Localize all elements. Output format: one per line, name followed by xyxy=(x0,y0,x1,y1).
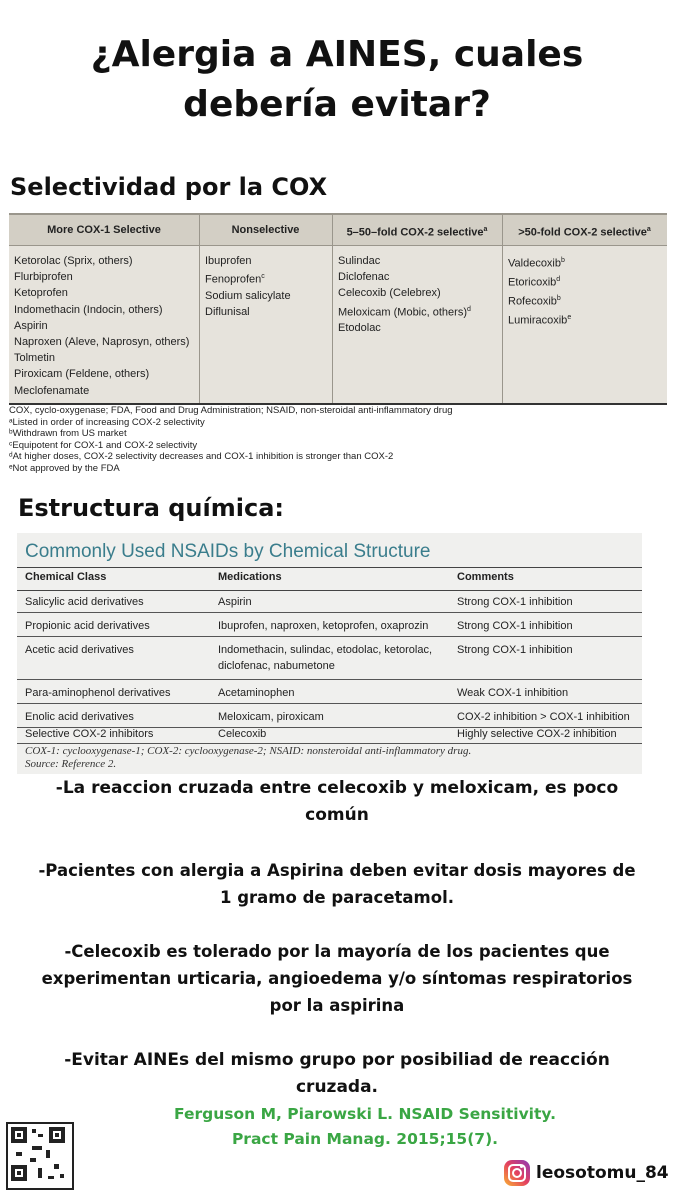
title-line-1: ¿Alergia a AINES, cuales xyxy=(90,34,584,75)
drug-item: Celecoxib (Celebrex) xyxy=(338,287,441,300)
column-divider xyxy=(199,215,200,405)
cox-selectivity-table xyxy=(9,213,667,405)
cox2-over-50-fold-list xyxy=(508,253,571,328)
table-row xyxy=(17,589,642,613)
abbreviation-note: COX-1: cyclooxygenase-1; COX-2: cyclooxygenase-2; NSAID: nonsteroidal anti-inflammatory drug. xyxy=(25,745,472,757)
point-cross-reaction: -La reaccion cruzada entre celecoxib y meloxicam, es poco común xyxy=(55,778,619,825)
cell-comments: COX-2 inhibition > COX-1 inhibition xyxy=(457,711,630,723)
cell-comments: Strong COX-1 inhibition xyxy=(457,596,573,608)
section-heading-cox: Selectividad por la COX xyxy=(10,173,328,201)
drug-item: Sodium salicylate xyxy=(205,290,291,303)
table-row xyxy=(17,704,642,728)
footnote: ᵇWithdrawn from US market xyxy=(9,428,127,439)
cell-comments: Highly selective COX-2 inhibition xyxy=(457,728,617,740)
nonselective-list xyxy=(205,253,291,320)
cox-table-footnotes xyxy=(9,405,453,474)
page-title xyxy=(0,30,674,130)
drug-item: Ketorolac (Sprix, others) xyxy=(14,255,133,267)
cell-medications: Acetaminophen xyxy=(218,687,295,699)
header-medications: Medications xyxy=(218,571,282,583)
chemical-structure-table xyxy=(17,533,642,774)
source-note: Source: Reference 2. xyxy=(25,758,117,770)
cell-comments: Strong COX-1 inhibition xyxy=(457,644,573,656)
cox-header-cell: >50-fold COX-2 selective$^a$ xyxy=(518,226,651,239)
footnote: ᵃListed in order of increasing COX-2 selectivity xyxy=(9,416,205,428)
drug-item: Indomethacin (Indocin, others) xyxy=(14,303,163,316)
instagram-handle: leosotomu_84 xyxy=(536,1163,669,1183)
table-row xyxy=(17,637,642,680)
reference-citation: Ferguson M, Piarowski L. NSAID Sensitivity. Pract Pain Manag. 2015;15(7). xyxy=(174,1105,556,1148)
table-row xyxy=(17,613,642,637)
cell-medications: Meloxicam, piroxicam xyxy=(218,711,324,723)
table-row xyxy=(17,680,642,704)
drug-item: Fenoprofen$^c$ xyxy=(205,273,265,286)
drug-item: Meclofenamate xyxy=(14,384,90,397)
qr-code-icon xyxy=(6,1122,74,1190)
drug-item: Lumiracoxib$^e$ xyxy=(508,313,572,327)
point-same-group: -Evitar AINEs del mismo grupo por posibiliad de reacción cruzada. xyxy=(64,1050,610,1097)
chem-table-header xyxy=(17,567,642,591)
footnote: ᵈAt higher doses, COX-2 selectivity decreases and COX-1 inhibition is stronger than COX-2 xyxy=(9,451,394,462)
chem-table-notes xyxy=(25,745,471,771)
cell-class: Acetic acid derivatives xyxy=(25,644,134,656)
drug-item: Sulindac xyxy=(338,255,381,267)
cox2-5-50-fold-list xyxy=(338,253,471,337)
cell-comments: Weak COX-1 inhibition xyxy=(457,687,569,699)
cell-class: Selective COX-2 inhibitors xyxy=(25,728,154,740)
drug-item: Diflunisal xyxy=(205,306,250,319)
cell-medications: Aspirin xyxy=(218,596,252,608)
drug-item: Valdecoxib$^b$ xyxy=(508,257,565,270)
footnote: ᵉNot approved by the FDA xyxy=(9,462,120,474)
point-aspirin-allergy: -Pacientes con alergia a Aspirina deben evitar dosis mayores de 1 gramo de paracetamol. xyxy=(38,861,636,907)
cell-comments: Strong COX-1 inhibition xyxy=(457,620,573,632)
drug-item: Tolmetin xyxy=(14,352,55,365)
cell-medications: Ibuprofen, naproxen, ketoprofen, oxaprozin xyxy=(218,620,429,632)
drug-item: Flurbiprofen xyxy=(14,271,73,284)
section-heading-structure: Estructura química: xyxy=(18,494,284,522)
instagram-icon xyxy=(504,1160,530,1186)
title-line-2: debería evitar? xyxy=(183,84,491,125)
cell-class: Para-aminophenol derivatives xyxy=(25,687,171,699)
drug-item: Etodolac xyxy=(338,322,381,335)
cox-header-cell: 5–50–fold COX-2 selective$^a$ xyxy=(346,226,488,239)
column-divider xyxy=(502,215,503,405)
cell-medications: Celecoxib xyxy=(218,728,267,740)
drug-item: Naproxen (Aleve, Naprosyn, others) xyxy=(14,336,190,349)
cox-header-cell: Nonselective xyxy=(231,224,300,236)
footnote: COX, cyclo-oxygenase; FDA, Food and Drug Administration; NSAID, non-steroidal anti-inflammatory drug xyxy=(9,405,453,416)
drug-item: Diclofenac xyxy=(338,271,390,284)
table-rule xyxy=(17,743,642,744)
footnote: ᶜEquipotent for COX-1 and COX-2 selectivity xyxy=(9,439,198,451)
drug-item: Meloxicam (Mobic, others)$^d$ xyxy=(338,305,471,319)
drug-item: Ketoprofen xyxy=(14,287,68,300)
cox-table-header xyxy=(9,215,667,246)
column-divider xyxy=(332,215,333,405)
cell-class: Salicylic acid derivatives xyxy=(25,596,144,608)
cell-medications: Indomethacin, sulindac, etodolac, ketorolac, diclofenac, nabumetone xyxy=(218,644,433,672)
chem-table-title: Commonly Used NSAIDs by Chemical Structure xyxy=(25,541,431,562)
table-row xyxy=(17,727,642,743)
drug-item: Ibuprofen xyxy=(205,255,252,267)
header-comments: Comments xyxy=(457,571,514,583)
cox-header-cell: More COX-1 Selective xyxy=(47,224,161,236)
drug-item: Etoricoxib$^d$ xyxy=(508,275,561,289)
cell-class: Propionic acid derivatives xyxy=(25,620,150,632)
cox1-selective-list xyxy=(14,253,189,399)
drug-item: Piroxicam (Feldene, others) xyxy=(14,368,150,381)
cell-class: Enolic acid derivatives xyxy=(25,711,134,723)
header-chemical-class: Chemical Class xyxy=(25,571,107,583)
drug-item: Aspirin xyxy=(14,319,48,332)
point-celecoxib-tolerance: -Celecoxib es tolerado por la mayoría de los pacientes que experimentan urticaria, angioedema y/o síntomas respiratorios por la aspirina xyxy=(41,942,633,1015)
drug-item: Rofecoxib$^b$ xyxy=(508,294,561,308)
